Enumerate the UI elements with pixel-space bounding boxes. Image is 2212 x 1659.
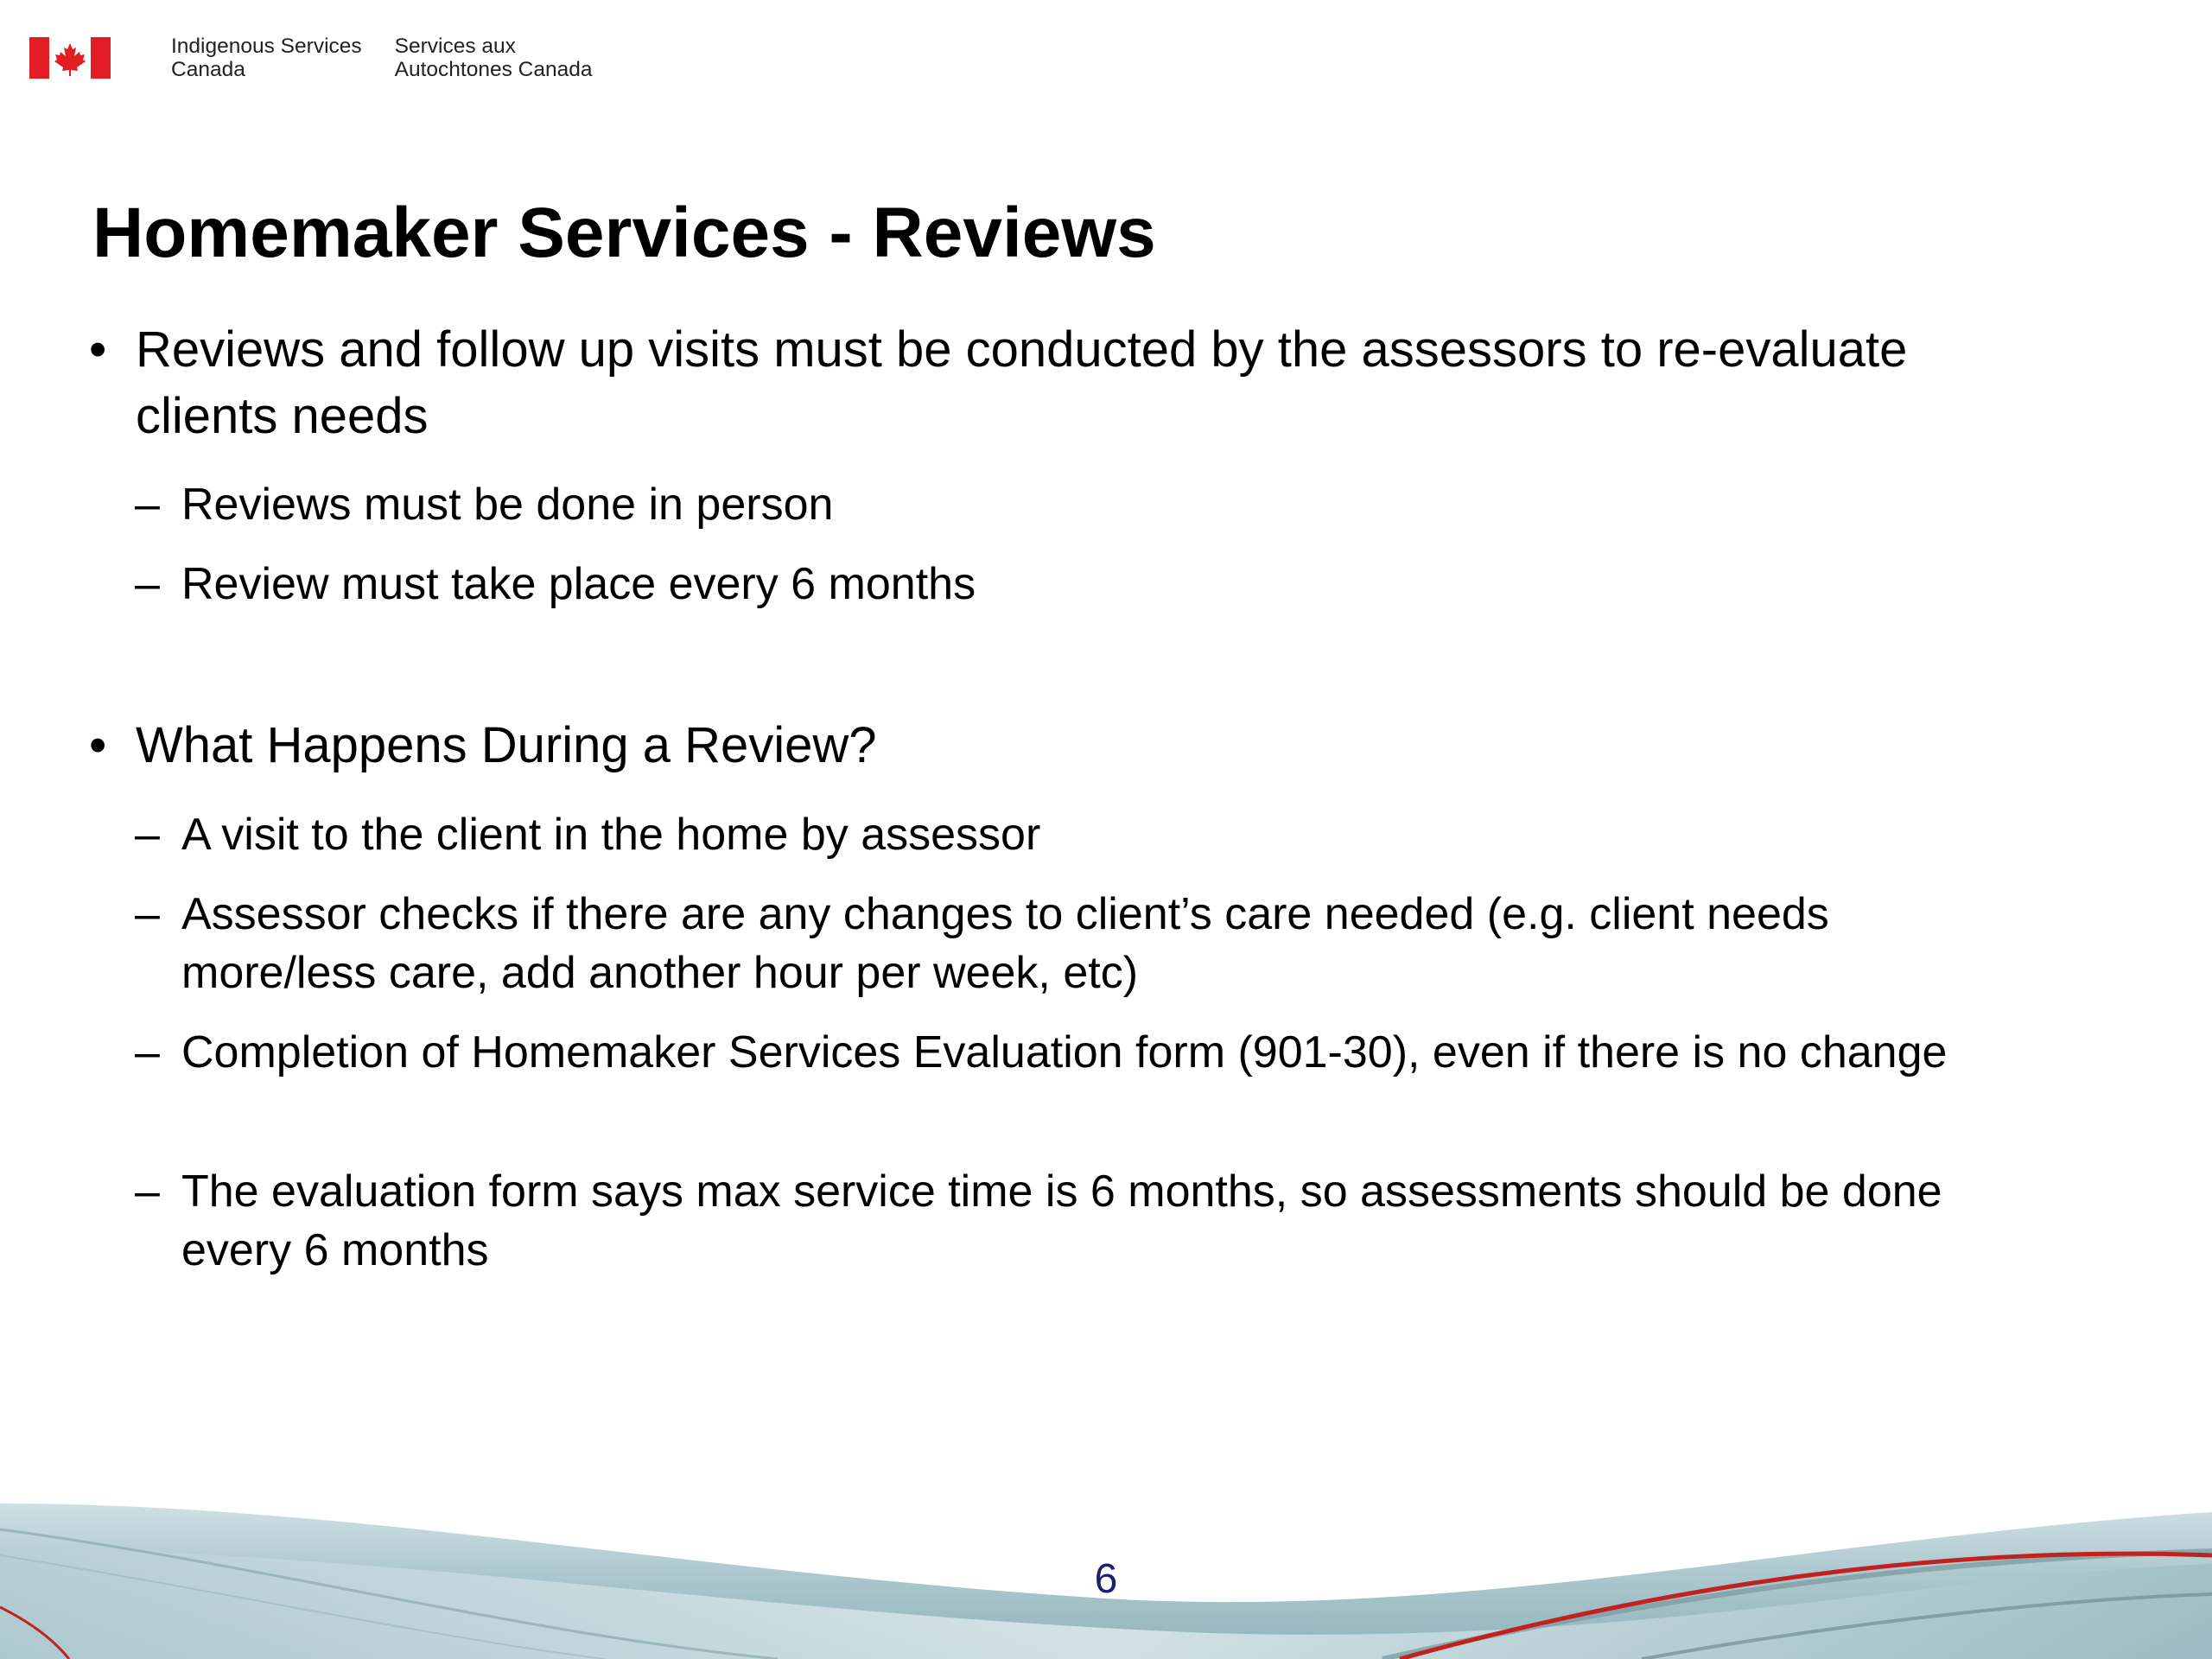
sub-bullet-every-6-months: [135, 555, 1996, 613]
sub-bullet-text: Assessor checks if there are any changes to client’s care needed (e.g. client needs more/less care, add another hour per week, etc): [181, 889, 1829, 998]
department-name-french: Services aux Autochtones Canada: [394, 35, 593, 81]
department-name-english: Indigenous Services Canada: [171, 35, 362, 81]
sub-bullet-marker: –: [135, 889, 160, 939]
sub-bullet-max-service-time: [135, 1162, 1996, 1280]
sub-bullet-marker: –: [135, 810, 160, 860]
slide-title: Homemaker Services - Reviews: [92, 194, 1156, 272]
sub-bullet-text: The evaluation form says max service time is 6 months, so assessments should be done every 6 months: [181, 1166, 1942, 1275]
bullet-what-happens: [89, 712, 1985, 779]
sub-bullet-marker: –: [135, 1166, 160, 1217]
sub-bullet-visit-client: [135, 805, 1996, 864]
sub-bullet-marker: –: [135, 1027, 160, 1077]
sub-bullet-evaluation-form: [135, 1023, 1996, 1082]
bullet-text: Reviews and follow up visits must be conducted by the assessors to re-evaluate clients needs: [136, 321, 1908, 444]
sub-bullet-text: Reviews must be done in person: [181, 480, 834, 530]
page-number: 6: [1094, 1556, 1118, 1602]
bullet-marker: •: [89, 717, 107, 773]
bullet-reviews-follow-up: [89, 316, 1985, 449]
sub-bullet-text: A visit to the client in the home by assessor: [181, 810, 1041, 860]
sub-bullet-marker: –: [135, 480, 160, 530]
sub-bullet-text: Completion of Homemaker Services Evaluation form (901-30), even if there is no change: [181, 1027, 1948, 1077]
sub-bullet-text: Review must take place every 6 months: [181, 559, 976, 609]
bullet-marker: •: [89, 321, 107, 378]
sub-bullet-in-person: [135, 475, 1996, 534]
sub-bullet-marker: –: [135, 559, 160, 609]
bullet-text: What Happens During a Review?: [136, 717, 877, 773]
sub-bullet-assessor-checks: [135, 885, 1996, 1002]
